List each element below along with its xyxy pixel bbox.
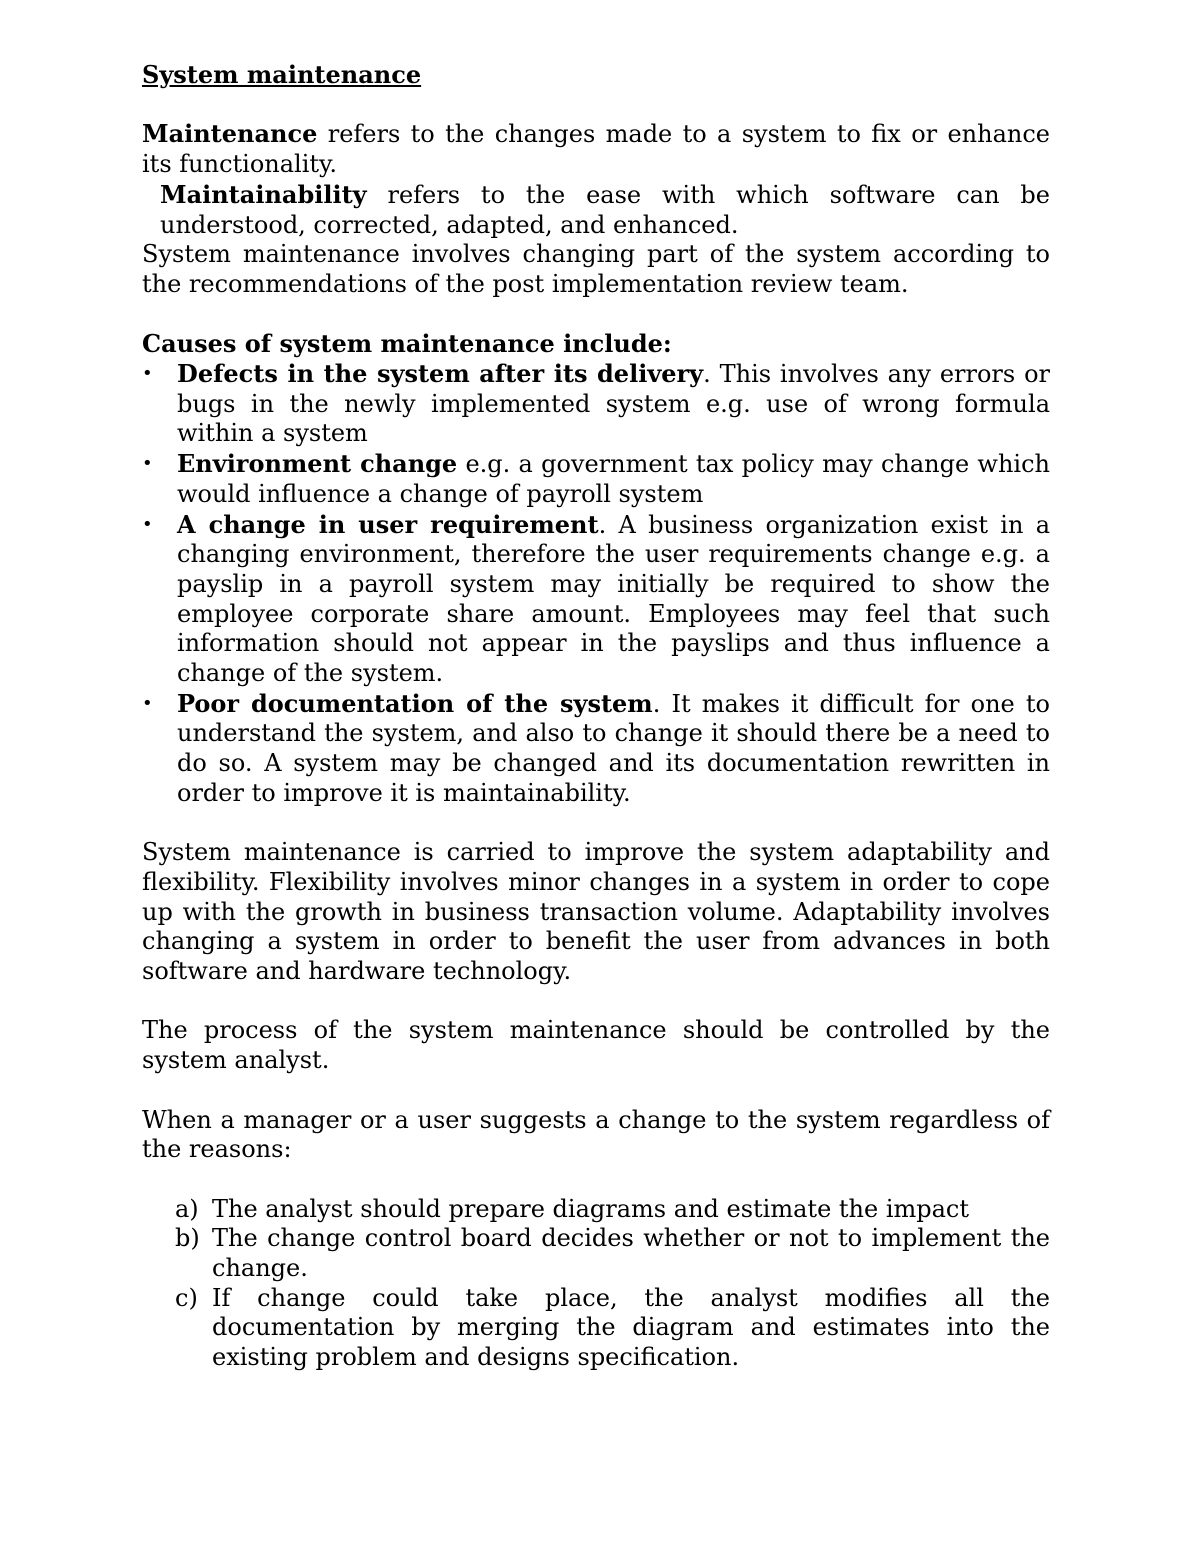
steps-list xyxy=(142,1195,1050,1373)
suggestion-intro: When a manager or a user suggests a change to the system regardless of the reasons: xyxy=(142,1105,1050,1164)
cause-text: . This involves any errors or bugs in the newly implemented system e.g. use of wrong formula within a system xyxy=(177,360,1050,448)
maintenance-term: Maintenance xyxy=(142,119,318,149)
list-item xyxy=(142,689,1050,809)
maintainability-text: refers to the ease with which software can be understood, corrected, adapted, and enhanced. xyxy=(160,180,1050,239)
step-text: The analyst should prepare diagrams and estimate the impact xyxy=(212,1194,970,1223)
list-item xyxy=(142,1195,1050,1225)
bullet-icon: • xyxy=(142,692,153,714)
cause-title: Poor documentation of the system xyxy=(177,688,653,718)
list-item xyxy=(142,359,1050,449)
adaptability-paragraph: System maintenance is carried to improve the system adaptability and flexibility. Flexibility involves minor changes in a system in order to cope up with the growth in business transaction volume. Adaptability involves changing a system in order to benefit the user from advances in both software and hardware technology. xyxy=(142,838,1050,986)
list-item xyxy=(142,1224,1050,1283)
list-item xyxy=(142,1284,1050,1373)
maintainability-definition xyxy=(142,180,1050,240)
maintenance-text: refers to the changes made to a system to fix or enhance its functionality. xyxy=(142,120,1050,179)
step-marker: c) xyxy=(175,1283,198,1312)
cause-title: A change in user requirement xyxy=(177,509,599,539)
list-item xyxy=(142,449,1050,509)
causes-heading: Causes of system maintenance include: xyxy=(142,329,672,359)
page-title: System maintenance xyxy=(142,60,422,89)
control-paragraph: The process of the system maintenance should be controlled by the system analyst. xyxy=(142,1016,1050,1075)
step-text: The change control board decides whether or not to implement the change. xyxy=(212,1224,1050,1283)
bullet-icon: • xyxy=(142,363,153,384)
bullet-icon: • xyxy=(142,453,153,475)
step-marker: a) xyxy=(175,1194,199,1223)
maintainability-term: Maintainability xyxy=(160,179,367,209)
list-item xyxy=(142,510,1050,689)
cause-text: . A business organization exist in a changing environment, therefore the user requirements change e.g. a payslip in a payroll system may initially be required to show the employee corporate share amount. Employees may feel that such information should not appear in the payslips and thus influence a change of the system. xyxy=(177,510,1050,688)
cause-title: Defects in the system after its delivery xyxy=(177,359,704,388)
document-page xyxy=(142,60,1050,1373)
cause-text: e.g. a government tax policy may change which would influence a change of payroll system xyxy=(177,450,1051,508)
cause-title: Environment change xyxy=(177,449,458,479)
system-maintenance-paragraph: System maintenance involves changing part of the system according to the recommendations of the post implementation review team. xyxy=(142,240,1050,298)
step-text: If change could take place, the analyst modifies all the documentation by merging the diagram and estimates into the existing problem and designs specification. xyxy=(212,1283,1050,1372)
cause-text: . It makes it difficult for one to understand the system, and also to change it should there be a need to do so. A system may be changed and its documentation rewritten in order to improve it is maintainability. xyxy=(177,689,1050,807)
maintenance-definition xyxy=(142,119,1050,179)
bullet-icon: • xyxy=(142,513,153,535)
step-marker: b) xyxy=(175,1224,200,1253)
causes-list xyxy=(142,359,1050,809)
